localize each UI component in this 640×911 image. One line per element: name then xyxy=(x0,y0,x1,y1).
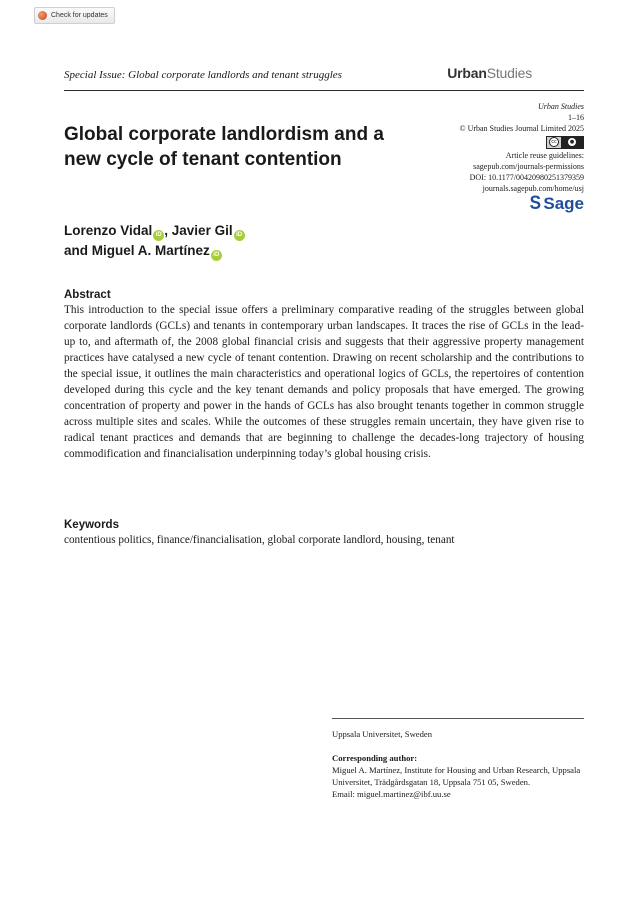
running-header xyxy=(64,66,584,91)
check-for-updates-label: Check for updates xyxy=(51,12,108,19)
abstract-text: This introduction to the special issue offers a preliminary comparative reading of the struggles between global corporate landlords (GCLs) and tenants in contemporary urban landscapes. It traces the rise of GCLs in the lead-up to, and aftermath of, the 2008 global financial crisis and suggests that their aggressive property management practices have catalysed a new cycle of tenant contention. Drawing on recent scholarship and the contributions to the special issue, it outlines the main characteristics and operational logics of GCLs, the repertoires of contention developed during this cycle and the key tenant demands and policy proposals that have emerged. The growing concentration of property and power in the hands of GCLs has also brought tenants together in common struggle across multiple sites and scales. While the outcomes of these struggles remain uncertain, they have given rise to radical tenant practices and demands that are beginning to challenge the decades-long trajectory of housing commodification and financialisation underpinning today’s global housing crisis. xyxy=(64,304,584,460)
abstract-heading: Abstract xyxy=(64,289,111,301)
by-icon: ● xyxy=(561,137,583,148)
author-name[interactable]: Miguel A. Martínez xyxy=(91,243,210,258)
keywords-text: contentious politics, finance/financialisation, global corporate landlord, housing, tenant xyxy=(64,534,455,546)
author-name[interactable]: Lorenzo Vidal xyxy=(64,223,153,238)
keywords-heading: Keywords xyxy=(64,519,119,531)
cc-license-badge[interactable] xyxy=(384,135,584,150)
affiliation: Uppsala Universitet, Sweden xyxy=(332,729,432,739)
corresponding-author-address: Miguel A. Martínez, Institute for Housing and Urban Research, Uppsala Universitet, Trädgårdsgatan 18, Uppsala 751 05, Sweden. xyxy=(332,765,581,787)
crossmark-icon xyxy=(38,11,47,20)
footnote xyxy=(332,718,584,800)
reuse-label: Article reuse guidelines: xyxy=(505,150,584,160)
reuse-link[interactable]: sagepub.com/journals-permissions xyxy=(473,161,584,171)
author-name[interactable]: Javier Gil xyxy=(171,223,233,238)
article-title: Global corporate landlordism and a new cycle of tenant contention xyxy=(64,124,384,170)
author-and: and xyxy=(64,243,92,258)
orcid-icon[interactable]: iD xyxy=(211,250,222,261)
article-metadata xyxy=(384,101,584,212)
sage-s-icon: S xyxy=(529,192,541,214)
orcid-icon[interactable]: iD xyxy=(234,230,245,241)
page-range: 1–16 xyxy=(568,113,584,123)
keywords-section xyxy=(64,519,584,548)
corresponding-author-email[interactable]: Email: miguel.martinez@ibf.uu.se xyxy=(332,789,451,799)
abstract-section xyxy=(64,289,584,462)
cc-icon: cc xyxy=(547,137,561,148)
orcid-icon[interactable]: iD xyxy=(153,230,164,241)
journal-name: Urban Studies xyxy=(538,102,584,111)
copyright: © Urban Studies Journal Limited 2025 xyxy=(459,124,584,134)
journal-url[interactable]: journals.sagepub.com/home/usj xyxy=(482,184,584,194)
author-list: Lorenzo Vidal iD , Javier Gil iD and Miguel A. Martínez iD xyxy=(64,221,404,261)
doi[interactable]: DOI: 10.1177/00420980251379359 xyxy=(469,173,584,183)
journal-logo: UrbanStudies xyxy=(447,65,532,81)
publisher-logo: S Sage xyxy=(529,192,584,214)
check-for-updates-button[interactable] xyxy=(34,7,115,24)
corresponding-author-heading: Corresponding author: xyxy=(332,753,418,763)
special-issue-label: Special Issue: Global corporate landlords and tenant struggles xyxy=(64,69,342,81)
